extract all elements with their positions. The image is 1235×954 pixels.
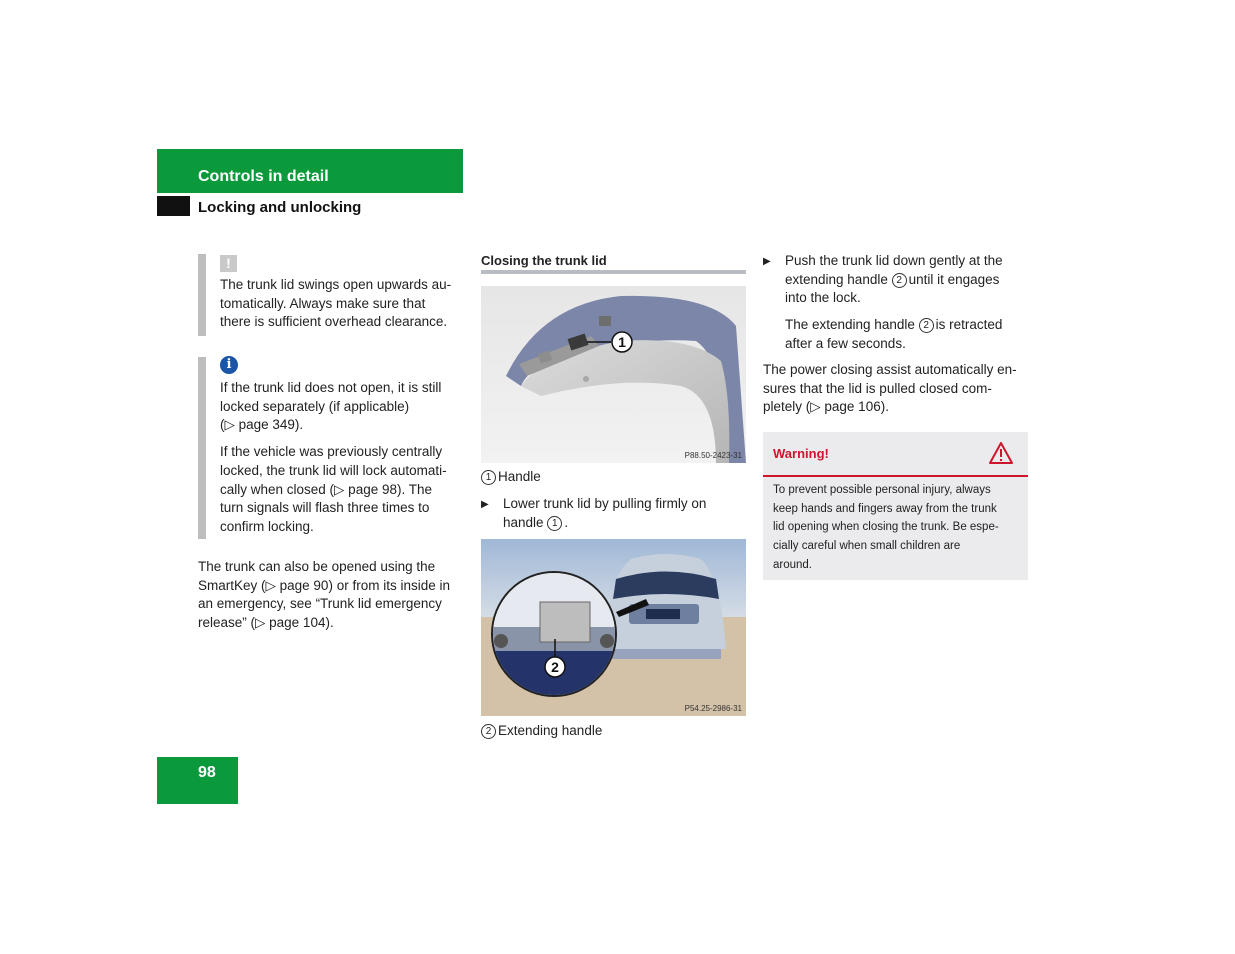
caption-handle	[481, 468, 541, 487]
step-text: is retracted	[935, 317, 1003, 333]
subsection-title: Locking and unlocking	[198, 199, 362, 216]
warning-title: Warning!	[773, 446, 829, 461]
bullet-arrow-icon: ▶	[763, 256, 771, 267]
figure-code: P88.50-2423-31	[684, 451, 742, 460]
closing-trunk-heading: Closing the trunk lid	[481, 253, 607, 268]
caption-extending-handle	[481, 722, 602, 741]
step-text: until it engages	[908, 271, 1000, 287]
step-text: extending handle	[785, 271, 888, 287]
warning-line: keep hands and fingers away from the trunk	[773, 502, 997, 515]
step-end: .	[564, 514, 569, 530]
para-line: pletely (▷ page 106).	[763, 399, 889, 415]
callout-number: 2	[919, 318, 934, 333]
info-line: turn signals will flash three times to	[220, 500, 430, 516]
extending-handle-figure	[481, 539, 746, 716]
info-line: If the trunk lid does not open, it is still	[220, 380, 442, 395]
callout-number: 2	[892, 273, 907, 288]
section-title: Controls in detail	[198, 168, 329, 185]
heading-rule	[481, 270, 746, 274]
body-paragraph	[198, 558, 468, 633]
caution-icon: !	[220, 255, 237, 272]
body-line: release” (▷ page 104).	[198, 615, 334, 631]
step-line: after a few seconds.	[785, 335, 906, 351]
info-note	[220, 379, 465, 537]
step-text: handle	[503, 514, 544, 530]
caption-text: Handle	[498, 469, 541, 484]
info-line: locked separately (if applicable)	[220, 398, 410, 414]
step-line: into the lock.	[785, 290, 861, 306]
body-line: The trunk can also be opened using the	[198, 559, 436, 574]
body-line: an emergency, see “Trunk lid emergency	[198, 596, 442, 612]
warning-text	[773, 481, 1023, 575]
caution-line: there is sufficient overhead clearance.	[220, 314, 448, 330]
step-line: Push the trunk lid down gently at the	[785, 253, 1003, 268]
figure-marker-1: 1	[618, 334, 626, 350]
power-closing-paragraph	[763, 361, 1033, 417]
step-push-lid	[785, 252, 1030, 354]
caution-note	[220, 276, 465, 332]
step-line	[785, 316, 1030, 335]
callout-number: 1	[547, 516, 562, 531]
warning-line: around.	[773, 558, 813, 571]
step-line: Lower trunk lid by pulling firmly on	[503, 496, 707, 511]
trunk-lid-figure	[481, 286, 746, 463]
info-icon: i	[220, 356, 238, 374]
info-line: confirm locking.	[220, 518, 314, 534]
callout-number: 1	[481, 470, 496, 485]
figure-marker-2: 2	[551, 659, 559, 675]
info-line: locked, the trunk lid will lock automati-	[220, 462, 447, 478]
info-line: cally when closed (▷ page 98). The	[220, 481, 432, 497]
page-number: 98	[198, 764, 216, 781]
warning-line: lid opening when closing the trunk. Be espe-	[773, 521, 999, 534]
callout-number: 2	[481, 724, 496, 739]
warning-line: To prevent possible personal injury, always	[773, 484, 991, 496]
step-text: The extending handle	[785, 317, 915, 333]
extending-handle-illustration	[481, 539, 746, 716]
caution-line: The trunk lid swings open upwards au-	[220, 277, 452, 292]
info-line: (▷ page 349).	[220, 417, 304, 433]
caption-text: Extending handle	[498, 723, 603, 738]
step-line	[785, 271, 1030, 290]
para-line: The power closing assist automatically en-	[763, 362, 1017, 377]
body-line: SmartKey (▷ page 90) or from its inside in	[198, 577, 450, 593]
step-lower-lid	[503, 495, 743, 532]
bullet-arrow-icon: ▶	[481, 499, 489, 510]
caution-bar	[198, 254, 206, 336]
para-line: sures that the lid is pulled closed com-	[763, 380, 992, 396]
figure-code: P54.25-2986-31	[684, 704, 742, 713]
warning-rule	[763, 475, 1028, 477]
header-marker	[157, 196, 190, 216]
caution-line: tomatically. Always make sure that	[220, 295, 426, 311]
step-line	[503, 514, 743, 533]
warning-triangle-icon	[988, 441, 1014, 465]
trunk-lid-illustration	[481, 286, 746, 463]
warning-line: cially careful when small children are	[773, 540, 961, 553]
info-bar	[198, 357, 206, 539]
info-line: If the vehicle was previously centrally	[220, 444, 443, 460]
